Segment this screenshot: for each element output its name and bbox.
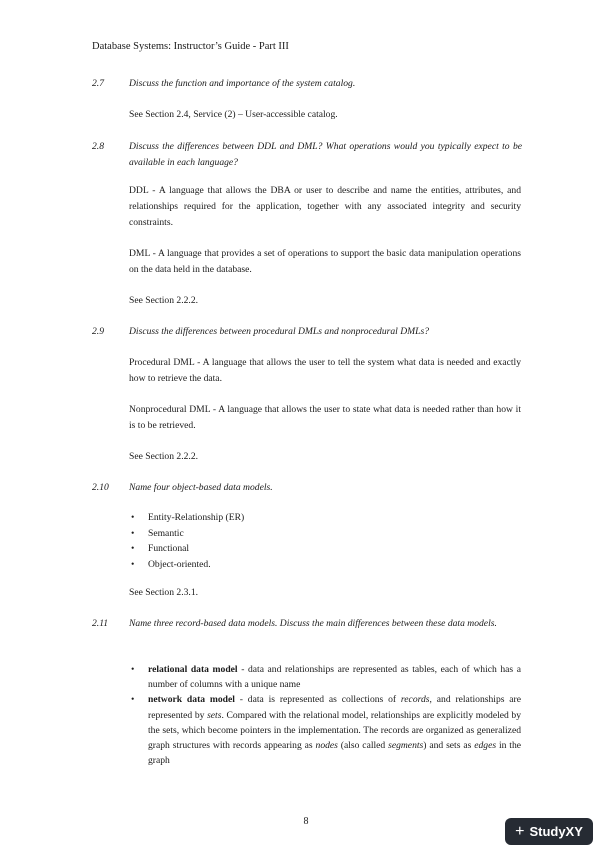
list-item-network bbox=[129, 692, 521, 768]
text-run: in the graph bbox=[148, 740, 522, 767]
see-section: See Section 2.3.1. bbox=[129, 587, 199, 598]
procedural-dml-definition: Procedural DML - A language that allows the user to tell the system what data is needed and exactly how to retrieve the data. bbox=[129, 357, 521, 384]
answer-2-7: See Section 2.4, Service (2) – User-accessible catalog. bbox=[129, 109, 338, 120]
question-2-11 bbox=[92, 616, 522, 632]
list-item: • Semantic bbox=[129, 526, 521, 542]
question-text: Discuss the differences between DDL and DML? What operations would you typically expect to be available in each language? bbox=[129, 141, 522, 168]
see-section: See Section 2.2.2. bbox=[129, 295, 199, 306]
text-run: , and relationships are represented by bbox=[148, 694, 522, 721]
plus-icon: + bbox=[515, 822, 525, 840]
ddl-definition: DDL - A language that allows the DBA or user to describe and name the entities, attributes, and relationships required for the application, together with any associated integrity and security constraints. bbox=[129, 185, 521, 228]
list-item: • Entity-Relationship (ER) bbox=[129, 510, 521, 526]
text-run: - data is represented as collections of bbox=[234, 694, 401, 706]
running-header: Database Systems: Instructor’s Guide - Part III bbox=[92, 41, 289, 52]
text-run: . Compared with the relational model, relationships are explicitly modeled by the sets, which become pointers in the implementation. The records are organized as generalized graph structures with records appearing as bbox=[148, 709, 522, 752]
question-number: 2.11 bbox=[92, 618, 109, 629]
question-2-7 bbox=[92, 76, 522, 92]
brand-name: StudyXY bbox=[529, 824, 583, 839]
studyxy-logo-badge[interactable] bbox=[505, 818, 593, 845]
emphasis: edges bbox=[474, 740, 497, 752]
text-run: (also called bbox=[337, 740, 389, 752]
description: - data and relationships are represented as tables, each of which has a number of columns with a unique name bbox=[148, 664, 521, 691]
question-number: 2.7 bbox=[92, 78, 104, 89]
question-2-8 bbox=[92, 139, 522, 171]
question-2-10 bbox=[92, 480, 522, 496]
term-network: network data model bbox=[148, 694, 235, 706]
nonprocedural-dml-definition: Nonprocedural DML - A language that allows the user to state what data is needed rather than how it is to be retrieved. bbox=[129, 404, 521, 431]
question-number: 2.9 bbox=[92, 326, 104, 337]
question-number: 2.10 bbox=[92, 482, 109, 493]
page-number: 8 bbox=[303, 816, 309, 827]
emphasis: records bbox=[400, 694, 430, 706]
emphasis: sets bbox=[207, 709, 222, 721]
emphasis: nodes bbox=[315, 740, 338, 752]
emphasis: segments bbox=[388, 740, 424, 752]
question-text: Discuss the differences between procedural DMLs and nonprocedural DMLs? bbox=[129, 326, 430, 337]
object-based-models-list bbox=[129, 510, 521, 572]
dml-definition: DML - A language that provides a set of operations to support the basic data manipulation operations on the data held in the database. bbox=[129, 248, 521, 275]
question-text: Name four object-based data models. bbox=[129, 482, 273, 493]
text-run: ) and sets as bbox=[423, 740, 475, 752]
list-item: • Object-oriented. bbox=[129, 557, 521, 573]
question-text: Discuss the function and importance of the system catalog. bbox=[129, 78, 356, 89]
question-2-9 bbox=[92, 324, 522, 340]
record-based-models-list bbox=[129, 662, 521, 768]
list-item-relational bbox=[129, 662, 521, 692]
question-number: 2.8 bbox=[92, 141, 104, 152]
see-section: See Section 2.2.2. bbox=[129, 451, 199, 462]
list-item: • Functional bbox=[129, 541, 521, 557]
question-text: Name three record-based data models. Discuss the main differences between these data models. bbox=[129, 618, 497, 629]
term-relational: relational data model bbox=[148, 664, 238, 675]
